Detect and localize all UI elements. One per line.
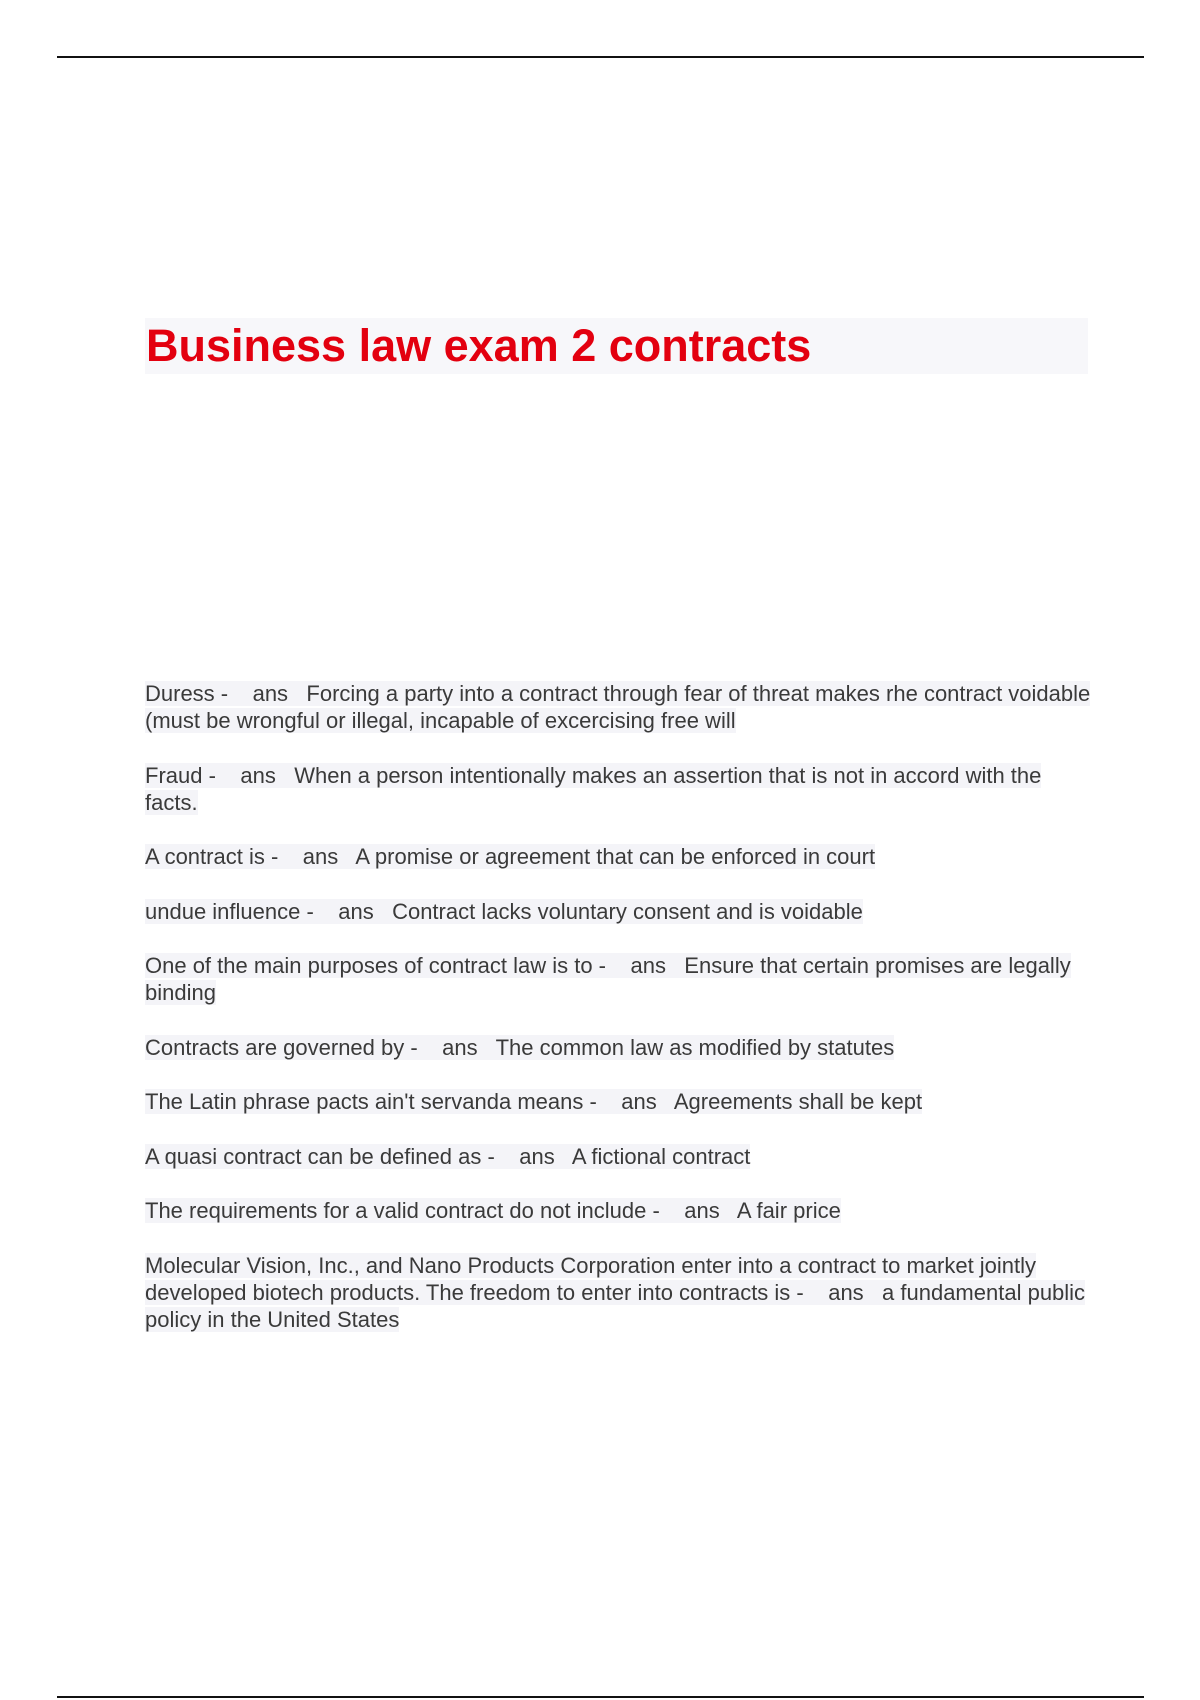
qa-item [145,680,1095,734]
qa-item [145,1034,1095,1061]
qa-answer-marker: ans [442,1034,478,1060]
qa-item [145,1252,1095,1333]
qa-term: The requirements for a valid contract do not include - [145,1198,660,1223]
qa-text [145,844,875,869]
qa-answer-marker: ans [828,1279,864,1305]
qa-item [145,1197,1095,1224]
qa-term: A quasi contract can be defined as - [145,1143,495,1169]
qa-text [145,953,1071,1005]
qa-definition: Ensure that certain promises are legally binding [145,953,1071,1005]
bottom-rule [57,1696,1144,1698]
qa-definition: Contract lacks voluntary consent and is voidable [392,898,863,924]
qa-answer-marker: ans [302,844,339,869]
qa-item [145,762,1095,816]
qa-definition: Agreements shall be kept [673,1089,923,1114]
qa-term: One of the main purposes of contract law is to - [145,953,607,978]
qa-item [145,1088,1095,1115]
qa-term: Contracts are governed by - [145,1034,418,1060]
qa-definition: Forcing a party into a contract through fear of threat makes rhe contract voidable (must be wrongful or illegal, incapable of excercising free will [145,681,1091,733]
qa-answer-marker: ans [621,1089,657,1114]
qa-answer-marker: ans [338,898,374,924]
qa-definition: A fictional contract [571,1143,751,1169]
document-title: Business law exam 2 contracts [146,320,812,371]
qa-answer-marker: ans [519,1143,555,1169]
qa-answer-marker: ans [252,681,289,706]
qa-answer-marker: ans [240,762,276,788]
qa-definition: When a person intentionally makes an assertion that is not in accord with the facts. [145,762,1042,815]
qa-item [145,898,1095,925]
qa-text [145,1089,922,1114]
qa-definition: A promise or agreement that can be enforced in court [355,844,876,869]
qa-definition: a fundamental public policy in the United States [145,1279,1086,1332]
qa-text [145,1144,750,1169]
qa-text [145,1253,1085,1332]
qa-answer-marker: ans [630,953,666,978]
qa-definition: The common law as modified by statutes [495,1034,895,1060]
qa-text [145,1035,894,1060]
qa-item [145,952,1095,1006]
qa-term: undue influence - [145,898,314,924]
qa-item [145,843,1095,870]
qa-term: The Latin phrase pacts ain't servanda means - [145,1089,597,1114]
qa-answer-marker: ans [684,1198,720,1223]
qa-term: Duress - [145,681,229,706]
qa-list [145,680,1095,1360]
qa-item [145,1143,1095,1170]
qa-text [145,899,863,924]
qa-text [145,763,1041,815]
qa-text [145,681,1090,733]
qa-term: Fraud - [145,762,216,788]
qa-definition: A fair price [736,1198,841,1223]
qa-text [145,1198,841,1223]
qa-term: Molecular Vision, Inc., and Nano Products Corporation enter into a contract to market jointly developed biotech products. The freedom to enter into contracts is - [145,1252,1037,1305]
top-rule [57,56,1144,58]
qa-term: A contract is - [145,844,279,869]
